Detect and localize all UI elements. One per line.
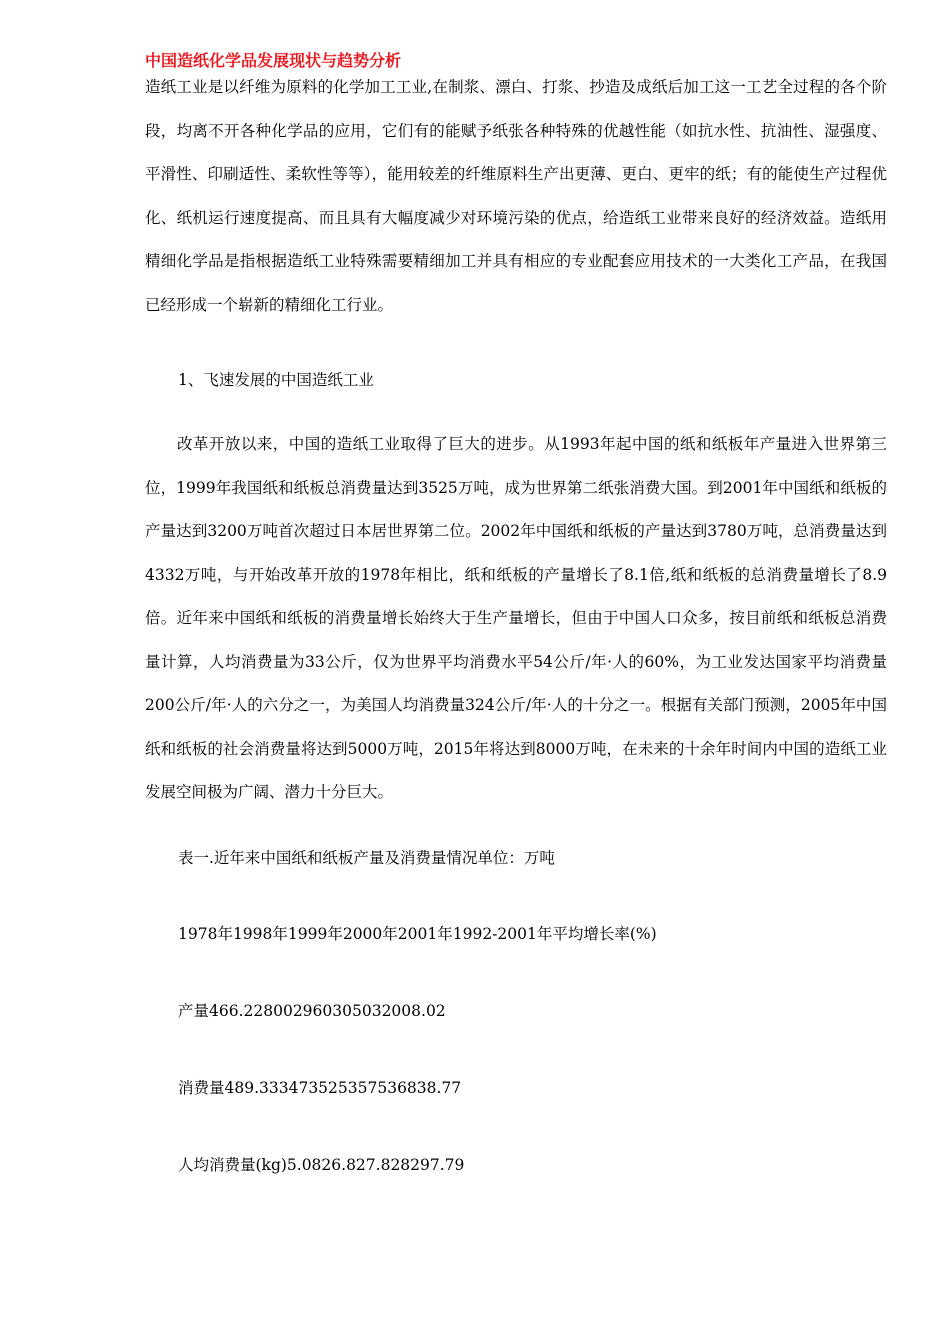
table-caption: 表一.近年来中国纸和纸板产量及消费量情况单位：万吨 bbox=[178, 848, 555, 867]
spacer bbox=[145, 391, 887, 423]
document-title: 中国造纸化学品发展现状与趋势分析 bbox=[145, 51, 402, 70]
document-page bbox=[145, 50, 887, 1176]
spacer bbox=[145, 327, 887, 369]
table-row: 人均消费量(kg)5.0826.827.828297.79 bbox=[178, 1155, 465, 1174]
spacer bbox=[145, 1099, 887, 1154]
section-paragraph: 改革开放以来，中国的造纸工业取得了巨大的进步。从1993年起中国的纸和纸板年产量进入世界第三位，1999年我国纸和纸板总消费量达到3525万吨，成为世界第二纸张消费大国。到2001年中国纸和纸板的产量达到3200万吨首次超过日本居世界第二位。2002年中国纸和纸板的产量达到3780万吨，总消费量达到4332万吨，与开始改革开放的1978年相比，纸和纸板的产量增长了8.1倍,纸和纸板的总消费量增长了8.9倍。近年来中国纸和纸板的消费量增长始终大于生产量增长，但由于中国人口众多，按目前纸和纸板总消费量计算，人均消费量为33公斤，仅为世界平均消费水平54公斤/年·人的60%，为工业发达国家平均消费量200公斤/年·人的六分之一，为美国人均消费量324公斤/年·人的十分之一。根据有关部门预测，2005年中国纸和纸板的社会消费量将达到5000万吨，2015年将达到8000万吨，在未来的十余年时间内中国的造纸工业发展空间极为广阔、潜力十分巨大。 bbox=[145, 435, 887, 801]
intro-paragraph: 造纸工业是以纤维为原料的化学加工工业,在制浆、漂白、打浆、抄造及成纸后加工这一工艺全过程的各个阶段，均离不开各种化学品的应用，它们有的能赋予纸张各种特殊的优越性能（如抗水性、抗油性、湿强度、平滑性、印刷适性、柔软性等等），能用较差的纤维原料生产出更薄、更白、更牢的纸；有的能使生产过程优化、纸机运行速度提高、而且具有大幅度减少对环境污染的优点，给造纸工业带来良好的经济效益。造纸用精细化学品是指根据造纸工业特殊需要精细加工并具有相应的专业配套应用技术的一大类化工产品，在我国已经形成一个崭新的精细化工行业。 bbox=[145, 78, 887, 314]
spacer bbox=[145, 869, 887, 923]
spacer bbox=[145, 815, 887, 847]
section-heading: 1、飞速发展的中国造纸工业 bbox=[178, 371, 374, 389]
spacer bbox=[145, 1022, 887, 1077]
table-row: 消费量489.333473525357536838.77 bbox=[178, 1078, 462, 1097]
spacer bbox=[145, 945, 887, 1000]
table-header-row: 1978年1998年1999年2000年2001年1992-2001年平均增长率(%) bbox=[178, 924, 657, 943]
table-row: 产量466.228002960305032008.02 bbox=[178, 1001, 446, 1020]
